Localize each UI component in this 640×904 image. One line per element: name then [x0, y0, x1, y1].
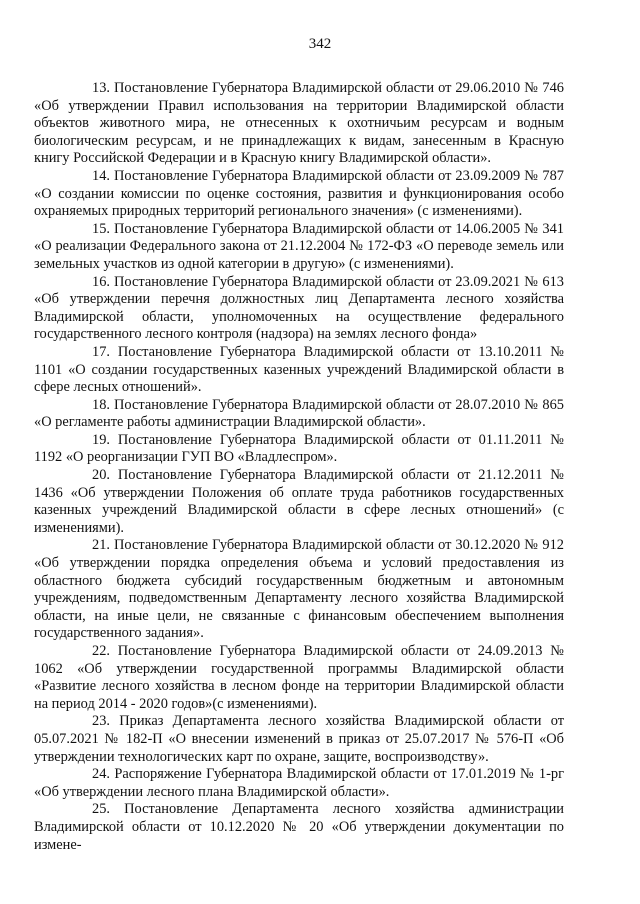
list-item-25: 25. Постановление Департамента лесного хозяйства администрации Владимирской области от 10.12.2020 № 20 «Об утверждении документации по измене- — [34, 801, 564, 853]
list-item-17: 17. Постановление Губернатора Владимирской области от 13.10.2011 № 1101 «О создании государственных казенных учреждений Владимирской области в сфере лесных отношений». — [34, 343, 564, 396]
list-item-24: 24. Распоряжение Губернатора Владимирской области от 17.01.2019 № 1-рг «Об утверждении лесного плана Владимирской области». — [34, 766, 564, 800]
list-item-16: 16. Постановление Губернатора Владимирской области от 23.09.2021 № 613 «Об утверждении перечня должностных лиц Департамента лесного хозяйства Владимирской области, уполномоченных на осуществление федерального государственного лесного контроля (надзора) на землях лесного фонда» — [34, 273, 564, 343]
list-item-14: 14. Постановление Губернатора Владимирской области от 23.09.2009 № 787 «О создании комиссии по оценке состояния, развития и функционирования особо охраняемых природных территорий регионального значения» (с изменениями). — [34, 167, 564, 220]
list-item-22: 22. Постановление Губернатора Владимирской области от 24.09.2013 № 1062 «Об утверждении государственной программы Владимирской области «Развитие лесного хозяйства в лесном фонде на территории Владимирской области на период 2014 - 2020 годов»(с изменениями). — [34, 643, 564, 712]
list-item-21: 21. Постановление Губернатора Владимирской области от 30.12.2020 № 912 «Об утверждении порядка определения объема и условий предоставления из областного бюджета субсидий государственным бюджетным и автономным учреждениям, подведомственным Департаменту лесного хозяйства Владимирской области, на иные цели, не связанные с финансовым обеспечением выполнения государственного задания». — [34, 537, 564, 642]
document-body — [34, 80, 564, 854]
list-item-18: 18. Постановление Губернатора Владимирской области от 28.07.2010 № 865 «О регламенте работы администрации Владимирской области». — [34, 396, 564, 431]
list-item-15: 15. Постановление Губернатора Владимирской области от 14.06.2005 № 341 «О реализации Федерального закона от 21.12.2004 № 172-ФЗ «О переводе земель или земельных участков из одной категории в другую» (с изменениями). — [34, 220, 564, 272]
page-number: 342 — [308, 36, 332, 52]
list-item-20: 20. Постановление Губернатора Владимирской области от 21.12.2011 № 1436 «Об утверждении Положения об оплате труда работников государственных казенных учреждений Владимирской области в сфере лесных отношений» (с изменениями). — [34, 467, 564, 536]
list-item-19: 19. Постановление Губернатора Владимирской области от 01.11.2011 № 1192 «О реорганизации ГУП ВО «Владлеспром». — [34, 431, 564, 466]
list-item-13: 13. Постановление Губернатора Владимирской области от 29.06.2010 № 746 «Об утверждении Правил использования на территории Владимирской области объектов животного мира, не отнесенных к охотничьим ресурсам и водным биологическим ресурсам, и не принадлежащих к видам, занесенным в Красную книгу Российской Федерации и в Красную книгу Владимирской области». — [34, 80, 564, 167]
list-item-23: 23. Приказ Департамента лесного хозяйства Владимирской области от 05.07.2021 № 182-П «О внесении изменений в приказ от 25.07.2017 № 576-П «Об утверждении технологических карт по охране, защите, воспроизводству». — [34, 713, 564, 765]
